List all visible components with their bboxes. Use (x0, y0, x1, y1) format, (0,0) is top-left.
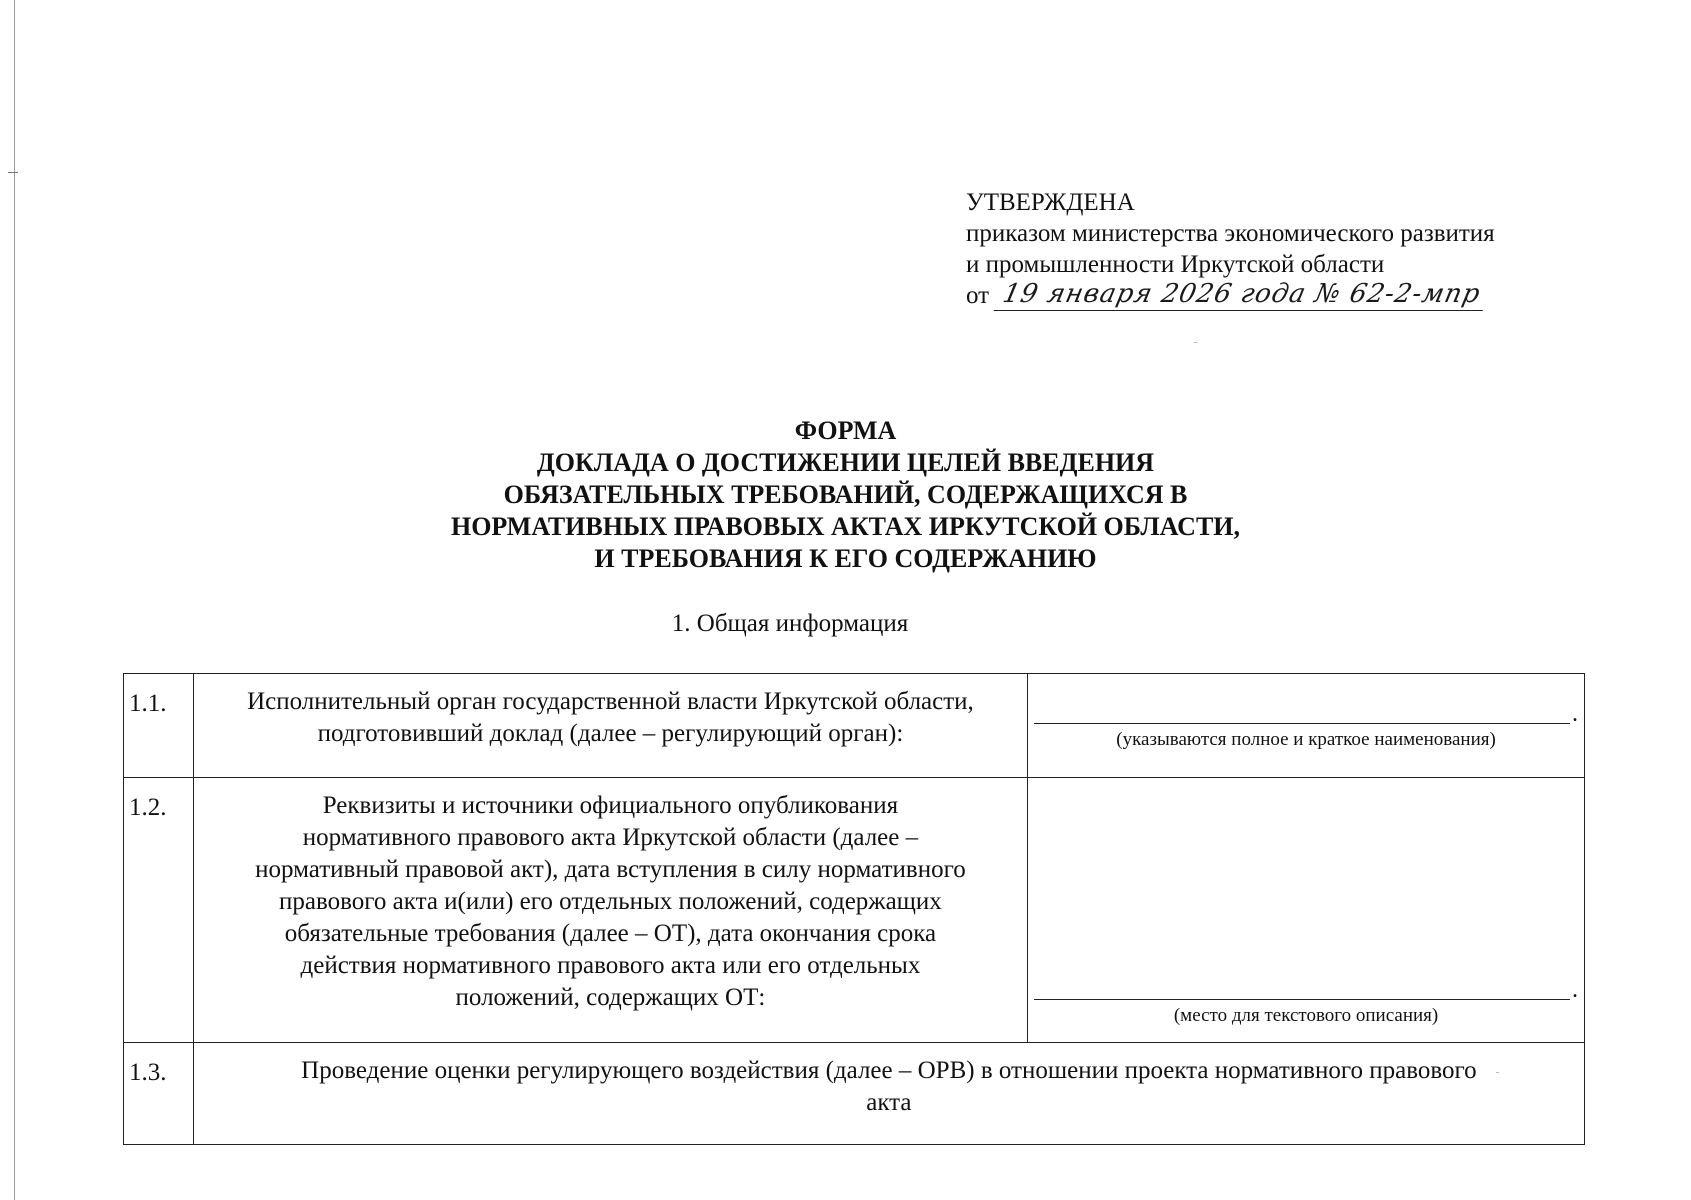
row-number: 1.2. (124, 778, 194, 1043)
form-title-line-4: НОРМАТИВНЫХ ПРАВОВЫХ АКТАХ ИРКУТСКОЙ ОБЛАСТИ, (450, 512, 1241, 541)
form-title-line-3: ОБЯЗАТЕЛЬНЫХ ТРЕБОВАНИЙ, СОДЕРЖАЩИХСЯ В (503, 480, 1188, 509)
page-margin-line (14, 0, 15, 1200)
approval-order-line (966, 280, 1606, 311)
row-number: 1.3. (124, 1043, 194, 1145)
row-description-line: Проведение оценки регулирующего воздействия (далее – ОРВ) в отношении проекта нормативного правового (301, 1057, 1477, 1084)
row-number: 1.1. (124, 674, 194, 778)
table-row (124, 1043, 1585, 1145)
fill-area (1034, 977, 1578, 1036)
row-description (193, 778, 1027, 1043)
row-description-line: действия нормативного правового акта или его отдельных (300, 952, 921, 979)
row-description-line: Исполнительный орган государственной власти Иркутской области, (247, 688, 974, 715)
fill-dot: . (1572, 701, 1578, 727)
approval-line-2: и промышленности Иркутской области (966, 251, 1385, 278)
fill-rule (1034, 722, 1570, 724)
row-description (193, 674, 1027, 778)
approval-order-handwritten: 19 января 2026 года № 62-2-мпр (994, 280, 1490, 311)
scan-speck (1194, 342, 1197, 343)
fill-area (1034, 674, 1578, 760)
fill-line[interactable] (1034, 977, 1578, 1003)
row-description-line: правового акта и(или) его отдельных положений, содержащих (279, 888, 942, 915)
row-description-line: положений, содержащих ОТ: (455, 984, 766, 1011)
regulating-body-field[interactable] (1028, 674, 1585, 778)
general-info-table (123, 673, 1585, 1145)
row-description-line: обязательные требования (далее – ОТ), дата окончания срока (284, 920, 937, 947)
approval-heading: УТВЕРЖДЕНА (966, 189, 1135, 216)
field-hint: (указываются полное и краткое наименования) (1116, 729, 1496, 750)
field-hint: (место для текстового описания) (1173, 1005, 1439, 1026)
approval-stamp-block (966, 187, 1606, 311)
form-title-line-1: ФОРМА (794, 416, 897, 445)
form-title-line-2: ДОКЛАДА О ДОСТИЖЕНИИ ЦЕЛЕЙ ВВЕДЕНИЯ (536, 448, 1155, 477)
form-title-line-5: И ТРЕБОВАНИЯ К ЕГО СОДЕРЖАНИЮ (594, 544, 1097, 573)
fill-dot: . (1572, 977, 1578, 1003)
row-description-line: акта (866, 1089, 912, 1116)
section-heading: 1. Общая информация (671, 610, 909, 637)
row-description-wide (193, 1043, 1584, 1145)
page-margin-tick (8, 172, 18, 173)
table-row (124, 674, 1585, 778)
row-description-line: Реквизиты и источники официального опубликования (322, 792, 899, 819)
fill-line[interactable] (1034, 701, 1578, 727)
fill-rule (1034, 998, 1570, 1000)
table-row (124, 778, 1585, 1043)
act-requisites-field[interactable] (1028, 778, 1585, 1043)
form-title (0, 415, 1691, 575)
scan-speck (1496, 1072, 1499, 1073)
row-description-line: подготовивший доклад (далее – регулирующий орган): (317, 720, 904, 747)
approval-order-prefix: от (966, 282, 990, 309)
row-description-line: нормативного правового акта Иркутской области (далее – (302, 824, 919, 851)
approval-line-1: приказом министерства экономического развития (966, 220, 1495, 247)
row-description-line: нормативный правовой акт), дата вступления в силу нормативного (255, 856, 966, 883)
